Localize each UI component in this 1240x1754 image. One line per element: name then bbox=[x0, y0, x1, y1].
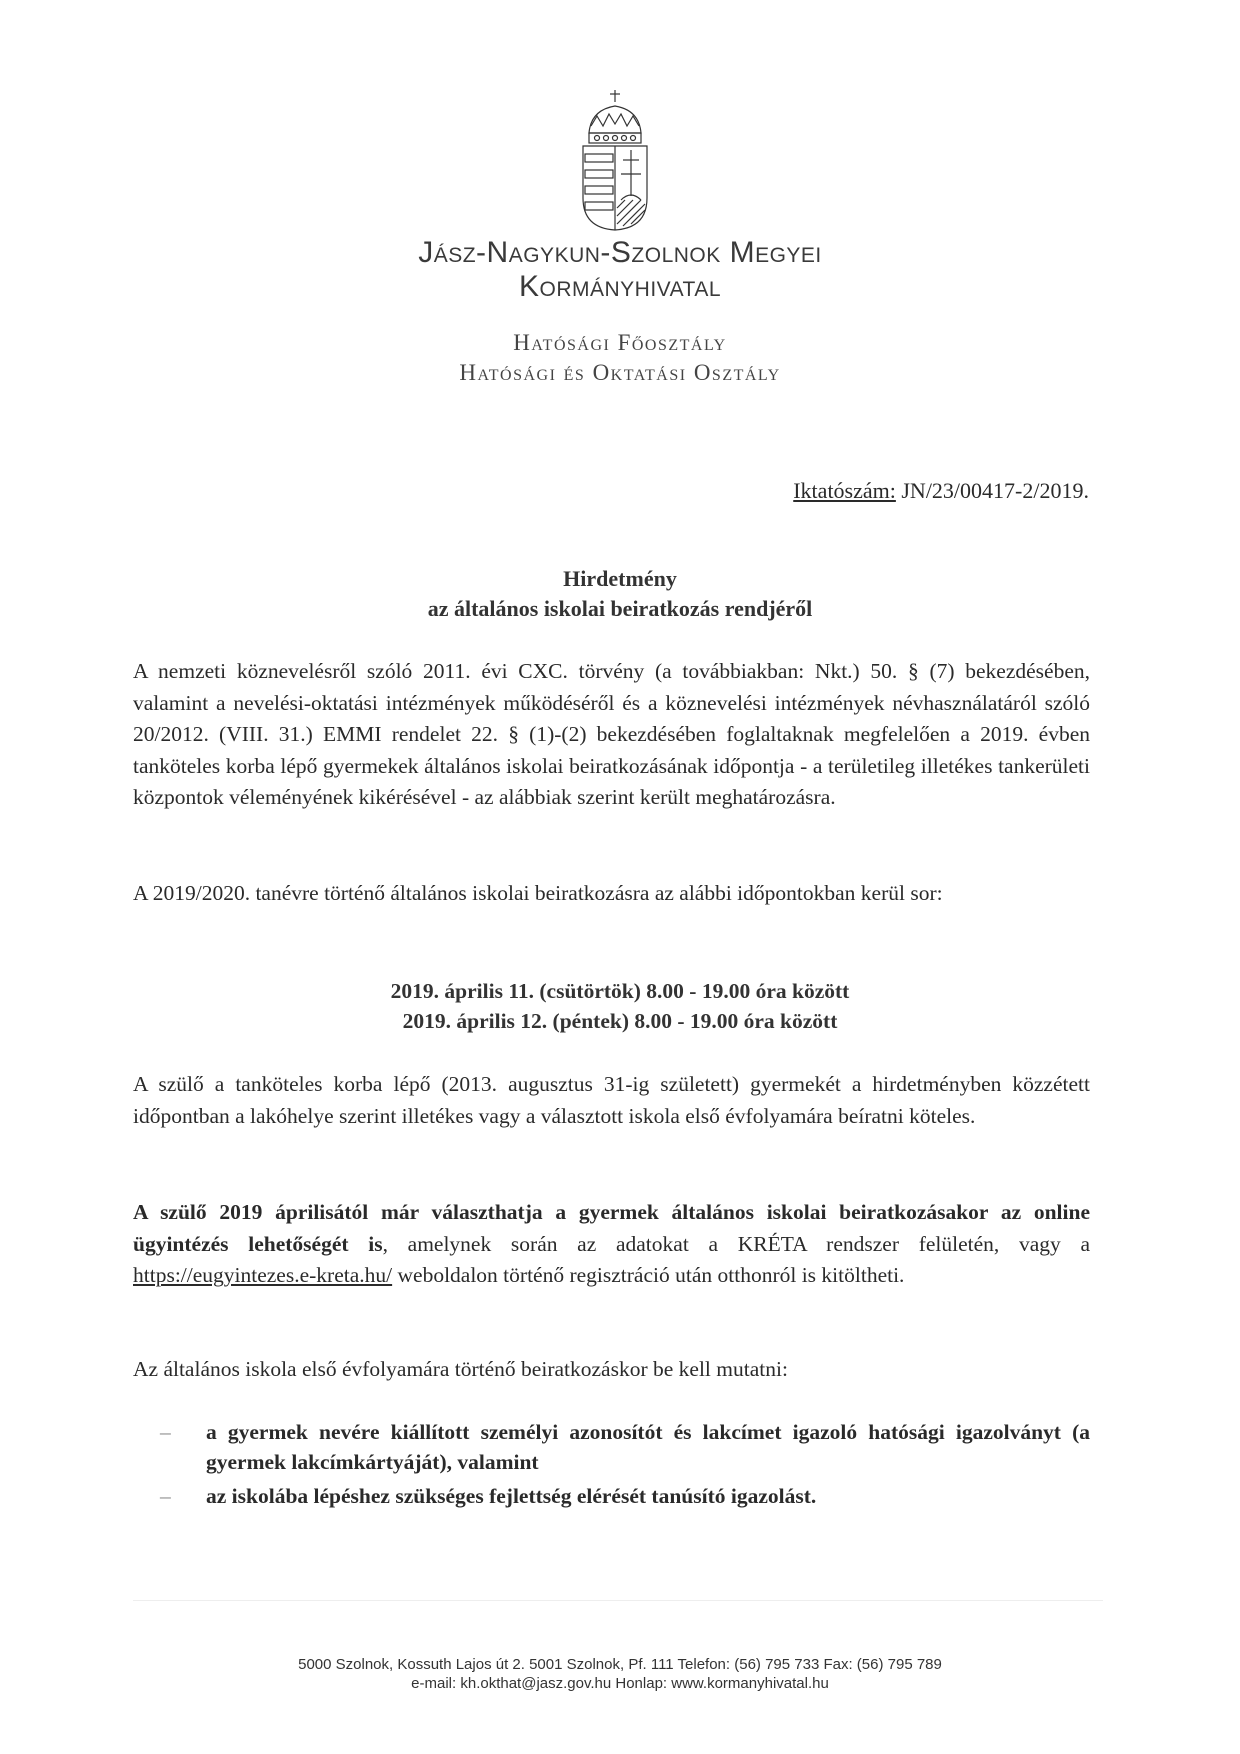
organization-name-line2: Kormányhivatal bbox=[518, 270, 722, 303]
paragraph-required-documents: Az általános iskola első évfolyamára történő beiratkozáskor be kell mutatni: bbox=[133, 1357, 788, 1381]
footer-email-web: e-mail: kh.okthat@jasz.gov.hu Honlap: www.kormanyhivatal.hu bbox=[411, 1675, 829, 1692]
reference-label: Iktatószám: bbox=[793, 478, 896, 503]
dash-bullet-icon: – bbox=[160, 1484, 171, 1508]
reference-value: JN/23/00417-2/2019. bbox=[895, 478, 1089, 503]
kreta-link[interactable]: https://eugyintezes.e-kreta.hu/ bbox=[133, 1263, 393, 1287]
list-item bbox=[160, 1417, 1090, 1477]
list-item bbox=[160, 1481, 1090, 1511]
footer-address: 5000 Szolnok, Kossuth Lajos út 2. 5001 Szolnok, Pf. 111 Telefon: (56) 795 733 Fax: (56) 795 789 bbox=[298, 1656, 942, 1673]
hungarian-coat-of-arms-icon bbox=[577, 88, 653, 233]
online-option-bold: A szülő 2019 áprilisától már választhatja a gyermek általános iskolai beiratkozásakor az online ügyintézés lehetőségét is bbox=[133, 1200, 1090, 1256]
enrollment-date-1: 2019. április 11. (csütörtök) 8.00 - 19.00 óra között bbox=[390, 979, 850, 1003]
footer-contact bbox=[0, 1655, 1240, 1693]
required-documents-list bbox=[160, 1417, 1090, 1515]
footer-divider bbox=[133, 1600, 1103, 1601]
online-option-text-end: weboldalon történő regisztráció után otthonról is kitöltheti. bbox=[392, 1263, 905, 1287]
online-option-text: , amelynek során az adatokat a KRÉTA rendszer felületén, vagy a bbox=[382, 1231, 1091, 1256]
paragraph-enrollment-intro: A 2019/2020. tanévre történő általános iskolai beiratkozásra az alábbi időpontokban kerül sor: bbox=[133, 881, 943, 905]
enrollment-date-2: 2019. április 12. (péntek) 8.00 - 19.00 óra között bbox=[402, 1009, 838, 1033]
department-name: Hatósági Főosztály bbox=[513, 330, 727, 355]
sub-department-name: Hatósági és Oktatási Osztály bbox=[459, 360, 781, 385]
reference-number bbox=[793, 478, 1089, 504]
enrollment-dates bbox=[0, 976, 1240, 1036]
paragraph-parent-obligation: A szülő a tanköteles korba lépő (2013. augusztus 31-ig született) gyermekét a hirdetményben közzétett időpontban a lakóhelye szerint illetékes vagy a választott iskola első évfolyamára beíratni köteles. bbox=[133, 1072, 1090, 1128]
list-item-text: a gyermek nevére kiállított személyi azonosítót és lakcímet igazoló hatósági igazolványt (a gyermek lakcímkártyáját), valamint bbox=[206, 1420, 1090, 1474]
paragraph-legal-basis: A nemzeti köznevelésről szóló 2011. évi CXC. törvény (a továbbiakban: Nkt.) 50. § (7) bekezdésében, valamint a nevelési-oktatási intézmények működéséről és a köznevelési intézmények névhasználatáról szóló 20/2012. (VIII. 31.) EMMI rendelet 22. § (1)-(2) bekezdésében foglaltaknak megfelelően a 2019. évben tanköteles korba lépő gyermekek általános iskolai beiratkozásának időpontja - a területileg illetékes tankerületi központok véleményének kikérésével - az alábbiak szerint került meghatározásra. bbox=[133, 659, 1090, 809]
organization-name-line1: Jász-Nagykun-Szolnok Megyei bbox=[418, 236, 822, 269]
dash-bullet-icon: – bbox=[160, 1420, 171, 1444]
paragraph-online-option bbox=[133, 1197, 1090, 1292]
document-subtitle: az általános iskolai beiratkozás rendjéről bbox=[427, 596, 813, 621]
document-title: Hirdetmény bbox=[563, 566, 677, 591]
list-item-text: az iskolába lépéshez szükséges fejlettség elérését tanúsító igazolást. bbox=[206, 1484, 817, 1508]
